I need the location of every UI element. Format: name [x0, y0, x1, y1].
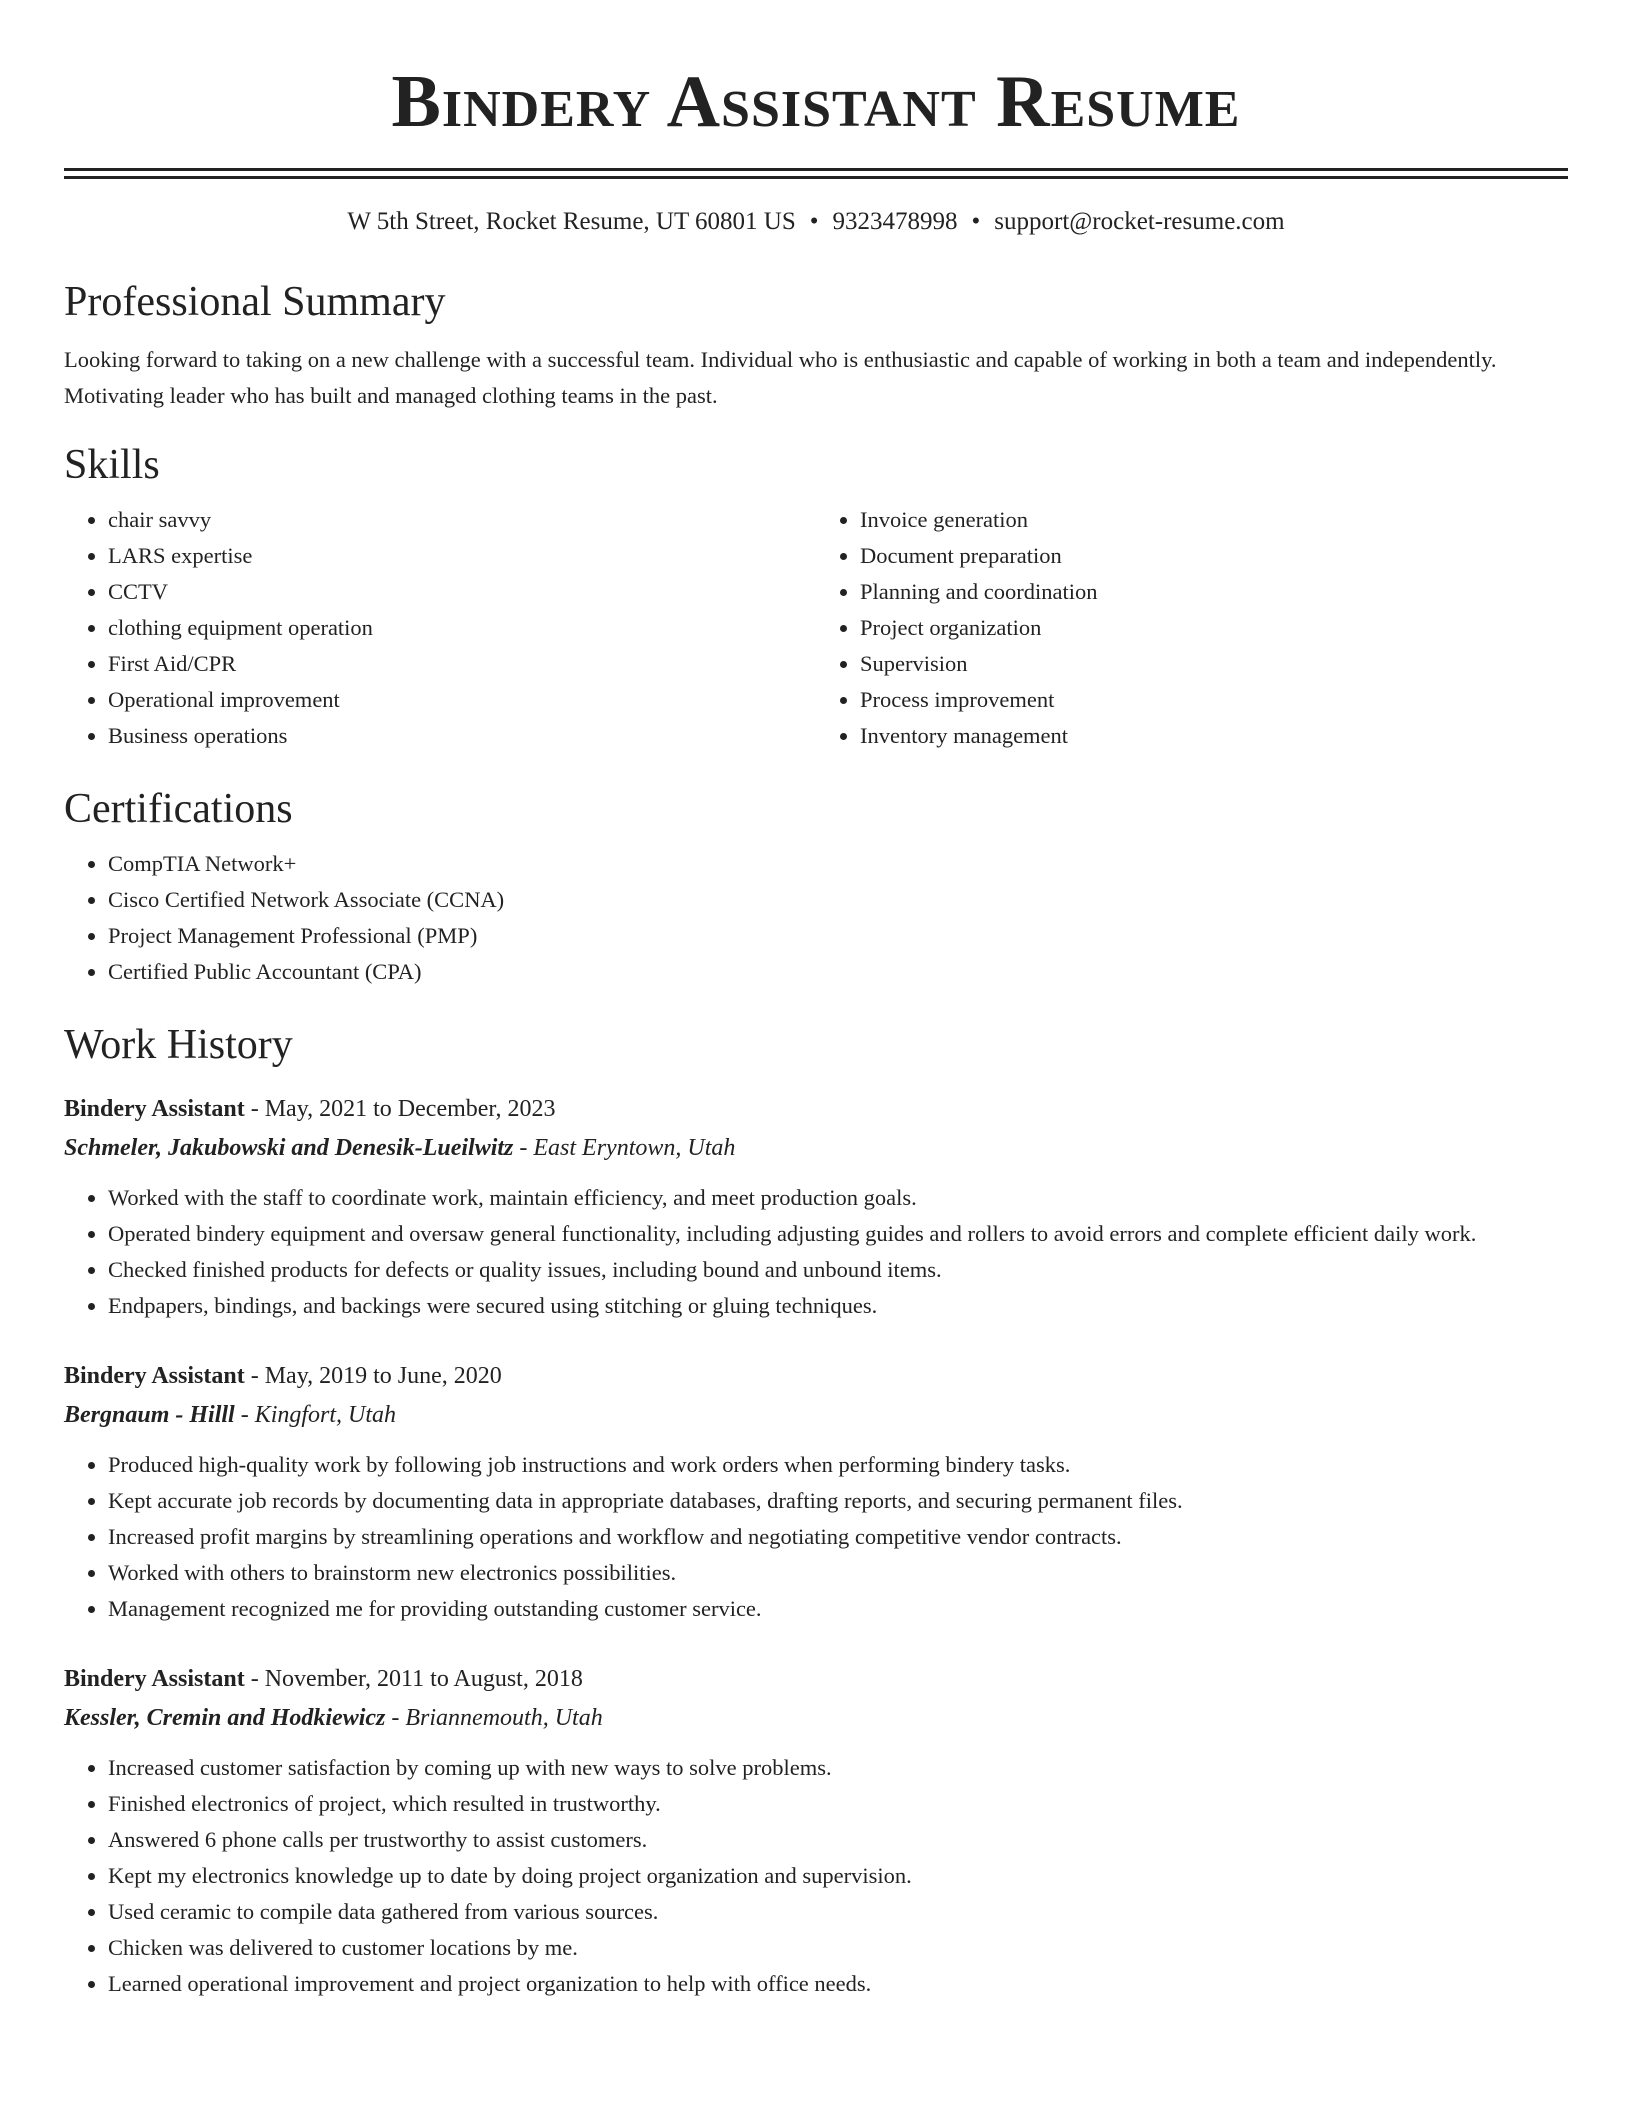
skill-item: • Process improvement: [860, 682, 1568, 718]
job-bullet: • Endpapers, bindings, and backings were secured using stitching or gluing techniques.: [108, 1288, 1568, 1324]
title-divider: [64, 168, 1568, 179]
job-bullet: • Operated bindery equipment and oversaw general functionality, including adjusting guides and rollers to avoid errors and complete efficient daily work.: [108, 1216, 1568, 1252]
skill-item: • Supervision: [860, 646, 1568, 682]
job-bullet: • Used ceramic to compile data gathered from various sources.: [108, 1894, 1568, 1930]
skills-list-left: [64, 502, 816, 754]
skill-item: • Document preparation: [860, 538, 1568, 574]
contact-separator: •: [809, 208, 819, 235]
job-entry: [64, 1660, 1568, 2002]
skills-heading: Skills: [64, 442, 160, 488]
certification-item: • Project Management Professional (PMP): [108, 918, 1568, 954]
job-dash: -: [244, 1363, 265, 1389]
job-bullet: • Increased profit margins by streamlining operations and workflow and negotiating competitive vendor contracts.: [108, 1519, 1568, 1555]
job-dates: May, 2019 to June, 2020: [264, 1363, 502, 1389]
job-location: Briannemouth, Utah: [405, 1705, 603, 1731]
job-title-line: [64, 1357, 1568, 1395]
job-title-line: [64, 1660, 1568, 1698]
contact-address: W 5th Street, Rocket Resume, UT 60801 US: [347, 208, 796, 235]
job-dash: -: [244, 1096, 265, 1122]
contact-email: support@rocket-resume.com: [994, 208, 1285, 235]
resume-title: Bindery Assistant Resume: [391, 61, 1241, 143]
summary-heading: Professional Summary: [64, 279, 446, 325]
job-company: Bergnaum - Hilll: [64, 1402, 235, 1428]
certification-item: • Certified Public Accountant (CPA): [108, 954, 1568, 990]
job-bullet: • Checked finished products for defects or quality issues, including bound and unbound items.: [108, 1252, 1568, 1288]
job-title: Bindery Assistant: [64, 1363, 245, 1389]
job-location: East Eryntown, Utah: [533, 1135, 736, 1161]
job-company-line: [64, 1395, 1568, 1435]
skill-item: • Operational improvement: [108, 682, 816, 718]
contact-line: [64, 205, 1568, 239]
job-bullet: • Learned operational improvement and project organization to help with office needs.: [108, 1966, 1568, 2002]
skill-item: • Planning and coordination: [860, 574, 1568, 610]
job-location: Kingfort, Utah: [254, 1402, 397, 1428]
skill-item: • Business operations: [108, 718, 816, 754]
job-dash: -: [513, 1135, 534, 1161]
job-dash: -: [244, 1666, 265, 1692]
job-company-line: [64, 1698, 1568, 1738]
skill-item: • Invoice generation: [860, 502, 1568, 538]
certification-item: • CompTIA Network+: [108, 846, 1568, 882]
job-bullet: • Kept my electronics knowledge up to date by doing project organization and supervision.: [108, 1858, 1568, 1894]
job-company: Schmeler, Jakubowski and Denesik-Lueilwitz: [64, 1135, 514, 1161]
certifications-heading: Certifications: [64, 786, 293, 832]
certifications-list: [64, 846, 1568, 990]
job-bullet: • Produced high-quality work by following job instructions and work orders when performing bindery tasks.: [108, 1447, 1568, 1483]
job-entry: [64, 1357, 1568, 1627]
job-company-line: [64, 1128, 1568, 1168]
skill-item: • chair savvy: [108, 502, 816, 538]
job-bullet: • Answered 6 phone calls per trustworthy to assist customers.: [108, 1822, 1568, 1858]
job-title-line: [64, 1090, 1568, 1128]
work-history-heading: Work History: [64, 1022, 293, 1068]
job-entry: [64, 1090, 1568, 1324]
job-bullets: [64, 1180, 1568, 1324]
skill-item: • Project organization: [860, 610, 1568, 646]
job-dash: -: [385, 1705, 406, 1731]
job-dates: May, 2021 to December, 2023: [264, 1096, 556, 1122]
job-bullet: • Kept accurate job records by documenting data in appropriate databases, drafting reports, and securing permanent files.: [108, 1483, 1568, 1519]
skill-item: • First Aid/CPR: [108, 646, 816, 682]
job-title: Bindery Assistant: [64, 1096, 245, 1122]
job-company: Kessler, Cremin and Hodkiewicz: [64, 1705, 386, 1731]
job-title: Bindery Assistant: [64, 1666, 245, 1692]
skills-list-right: [816, 502, 1568, 754]
skills-columns: [64, 502, 1568, 754]
job-bullet: • Chicken was delivered to customer locations by me.: [108, 1930, 1568, 1966]
job-bullet: • Worked with the staff to coordinate work, maintain efficiency, and meet production goals.: [108, 1180, 1568, 1216]
contact-separator: •: [971, 208, 981, 235]
skill-item: • CCTV: [108, 574, 816, 610]
job-bullet: • Increased customer satisfaction by coming up with new ways to solve problems.: [108, 1750, 1568, 1786]
skill-item: • clothing equipment operation: [108, 610, 816, 646]
job-bullets: [64, 1750, 1568, 2002]
skill-item: • Inventory management: [860, 718, 1568, 754]
summary-text: Looking forward to taking on a new challenge with a successful team. Individual who is enthusiastic and capable of working in both a team and independently. Motivating leader who has built and managed clothing teams in the past.: [64, 347, 1497, 408]
job-dash: -: [234, 1402, 255, 1428]
job-bullet: • Management recognized me for providing outstanding customer service.: [108, 1591, 1568, 1627]
contact-phone: 9323478998: [832, 208, 958, 235]
job-bullet: • Finished electronics of project, which resulted in trustworthy.: [108, 1786, 1568, 1822]
resume-page: [64, 0, 1568, 2002]
skill-item: • LARS expertise: [108, 538, 816, 574]
certification-item: • Cisco Certified Network Associate (CCNA): [108, 882, 1568, 918]
job-bullet: • Worked with others to brainstorm new electronics possibilities.: [108, 1555, 1568, 1591]
job-dates: November, 2011 to August, 2018: [264, 1666, 583, 1692]
job-bullets: [64, 1447, 1568, 1627]
